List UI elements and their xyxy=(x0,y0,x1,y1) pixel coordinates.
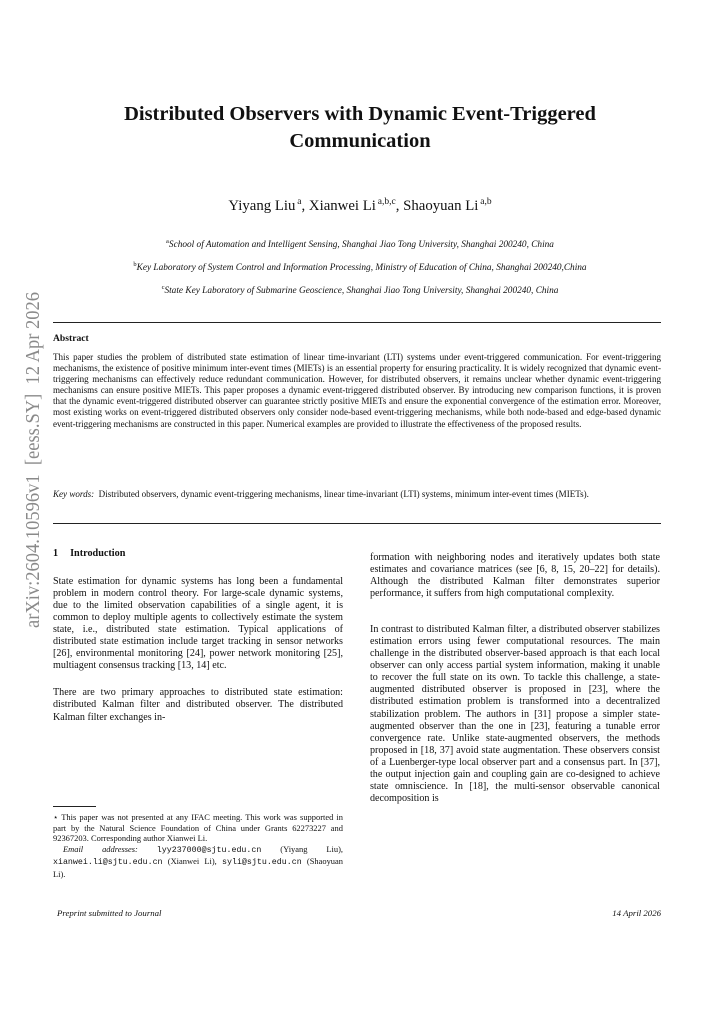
abstract-heading: Abstract xyxy=(53,333,89,344)
left-paragraph-2: There are two primary approaches to distributed state estimation: distributed Kalman filter and distributed observer. The distributed Kalman filter exchanges in- xyxy=(53,687,343,723)
arxiv-stamp xyxy=(14,290,46,630)
author-3: Shaoyuan Li xyxy=(403,197,479,214)
footnote-funding: ⋆ This paper was not presented at any IFAC meeting. This work was supported in part by the Natural Science Foundation of China under Grants 62273227 and 92367203. Corresponding author Xianwei Li. xyxy=(53,812,343,844)
keywords-text: Distributed observers, dynamic event-triggering mechanisms, linear time-invariant (LTI) systems, minimum inter-event times (MIETs). xyxy=(98,489,589,499)
affiliation-b: $^b$Key Laboratory of System Control and Information Processing, Ministry of Education of China, Shanghai 200240,China xyxy=(133,261,587,274)
affiliations xyxy=(40,232,680,301)
paper-title xyxy=(60,101,660,155)
title-line-2: Communication xyxy=(289,130,431,152)
footer-preprint: Preprint submitted to Journal xyxy=(57,908,162,918)
author-3-affil: a,b xyxy=(480,197,492,207)
abstract-top-rule xyxy=(53,322,661,323)
title-line-1: Distributed Observers with Dynamic Event-Triggered xyxy=(124,103,596,125)
email-2: xianwei.li@sjtu.edu.cn xyxy=(53,858,163,868)
right-paragraph-1: formation with neighboring nodes and iteratively updates both state estimates and covariance matrices (see [6, 8, 15, 20–22] for details). Although the distributed Kalman filter demonstrates superior performance, it suffers from high computational complexity. xyxy=(370,552,660,600)
keywords xyxy=(53,489,661,500)
author-list: Yiyang Liu $^a$, Xianwei Li $^{a,b,c}$, Shaoyuan Li $^{a,b}$ xyxy=(228,197,492,214)
footer-date: 14 April 2026 xyxy=(612,908,661,918)
affiliation-c: $^c$State Key Laboratory of Submarine Geoscience, Shanghai Jiao Tong University, Shanghai 200240, China xyxy=(161,284,559,297)
keywords-label: Key words: xyxy=(53,489,95,499)
arxiv-stamp-text: arXiv:2604.10596v1 [eess.SY] 12 Apr 2026 xyxy=(23,290,44,628)
abstract-text: This paper studies the problem of distributed state estimation of linear time-invariant (LTI) systems under event-triggered communication. For event-triggering mechanisms, the existence of positive minimum inter-event times (MIETs) is an essential property for ensuring practicality. It is widely recognized that dynamic event-triggering mechanisms can effectively reduce redundant communication. However, for distributed observers, it remains unclear whether dynamic event-triggering mechanisms can ensure positive MIETs. This paper proposes a dynamic event-triggered distributed observer. By introducing new comparison functions, it is proven that the dynamic event-triggered distributed observer can guarantee strictly positive MIETs and ensure the exponential convergence of the estimation error. Moreover, most existing works on event-triggered distributed observers only consider node-based event-triggering mechanisms, while both node-based and edge-based dynamic event-triggering mechanisms are constructed in this paper. Numerical examples are provided to illustrate the effectiveness of the proposed results. xyxy=(53,352,661,429)
affiliation-a: $^a$School of Automation and Intelligent Sensing, Shanghai Jiao Tong University, Shanghai 200240, China xyxy=(166,238,554,251)
section-title: Introduction xyxy=(70,548,126,559)
right-paragraph-2: In contrast to distributed Kalman filter, a distributed observer stabilizes estimation errors using fewer computational resources. The main challenge in the distributed observer-based approach is that each local observer can only access partial system information, making it unable to recover the full state on its own. To tackle this challenge, a state-augmented distributed observer is proposed in [23], where the distributed estimation problem is transformed into a decentralized stabilization problem. The authors in [31] propose a simpler state-augmented observer than the one in [23], featuring a tunable error convergence rate. Unlike state-augmented observers, the methods proposed in [18, 37] avoid state augmentation. These observers consist of a Luenberger-type local observer part and a consensus part. In [37], the output injection gain and coupling gain are co-designed to achieve state omniscience. In [18], the multi-sensor observable canonical decomposition is xyxy=(370,624,660,804)
footnote xyxy=(53,812,343,880)
section-heading xyxy=(53,548,343,560)
email-3: syli@sjtu.edu.cn xyxy=(222,858,302,868)
left-column xyxy=(53,548,343,724)
left-paragraph-1: State estimation for dynamic systems has long been a fundamental problem in modern control theory. For large-scale dynamic systems, due to the limited observation capabilities of a single agent, it is common to deploy multiple agents to collectively estimate the system state, i.e., distributed state estimation. Typical applications of distributed state estimation include target tracking in sensor networks [26], environmental monitoring [24], power network monitoring [25], multiagent consensus tracking [13, 14] etc. xyxy=(53,576,343,672)
footnote-rule xyxy=(53,806,96,807)
abstract-bottom-rule xyxy=(53,523,661,524)
email-1: lyy237000@sjtu.edu.cn xyxy=(156,845,262,855)
author-2: Xianwei Li xyxy=(308,197,376,214)
section-number: 1 xyxy=(53,548,59,559)
footnote-emails: Email addresses: lyy237000@sjtu.edu.cn (Yiyang Liu), xianwei.li@sjtu.edu.cn (Xianwei Li), syli@sjtu.edu.cn (Shaoyuan Li). xyxy=(53,843,344,879)
author-1-affil: a xyxy=(297,197,302,207)
author-1: Yiyang Liu xyxy=(228,197,296,214)
author-2-affil: a,b,c xyxy=(377,197,396,207)
right-column xyxy=(370,552,660,805)
